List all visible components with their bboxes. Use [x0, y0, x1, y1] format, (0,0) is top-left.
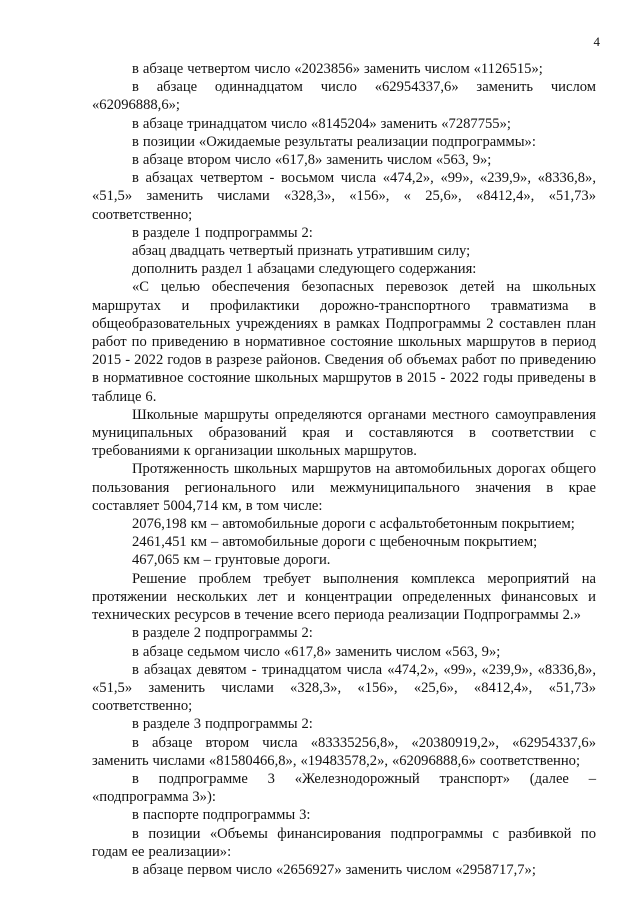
paragraph: в разделе 3 подпрограммы 2: [132, 716, 313, 733]
paragraph: в разделе 2 подпрограммы 2: [132, 625, 313, 642]
paragraph: Школьные маршруты определяются органами местного самоуправления муниципальных образований края и составляются в соответствии с требованиями к организации школьных маршрутов. [92, 406, 596, 460]
paragraph: Протяженность школьных маршрутов на автомобильных дорогах общего пользования регионального или межмуниципального значения в крае составляет 5004,714 км, в том числе: [92, 461, 596, 514]
paragraph: в абзаце седьмом число «617,8» заменить числом «563, 9»; [132, 643, 501, 660]
paragraph: в подпрограмме 3 «Железнодорожный транспорт» (далее – «подпрограмма 3»): [92, 770, 596, 806]
paragraph: «С целью обеспечения безопасных перевозок детей на школьных маршрутах и профилактики дорожно-транспортного травматизма в общеобразовательных учреждениях в рамках Подпрограммы 2 составлен план работ по приведению в нормативное состояние школьных маршрутов в период 2015 - 2022 годов в разрезе районов. Сведения об объемах работ по приведению в нормативное состояние школьных маршрутов в 2015 - 2022 годы приведены в таблице 6. [92, 279, 596, 405]
paragraph: Решение проблем требует выполнения комплекса мероприятий на протяжении нескольких лет и концентрации определенных финансовых и технических ресурсов в течение всего периода реализации Подпрограммы 2.» [92, 570, 596, 624]
paragraph: 2461,451 км – автомобильные дороги с щебеночным покрытием; [132, 534, 538, 551]
paragraph: дополнить раздел 1 абзацами следующего содержания: [132, 261, 477, 278]
paragraph: в абзаце четвертом число «2023856» заменить числом «1126515»; [132, 61, 543, 77]
paragraph: в абзацах девятом - тринадцатом числа «474,2», «99», «239,9», «8336,8», «51,5» заменить числами «328,3», «156», «25,6», «8412,4», «51,73» соответственно; [92, 661, 596, 715]
paragraph: 2076,198 км – автомобильные дороги с асфальтобетонным покрытием; [132, 516, 575, 533]
paragraph: в паспорте подпрограммы 3: [132, 807, 311, 824]
paragraph: в абзацах четвертом - восьмом числа «474,2», «99», «239,9», «8336,8», «51,5» заменить числами «328,3», «156», « 25,6», «8412,4», «51,73» соответственно; [92, 170, 596, 223]
paragraph: в абзаце втором число «617,8» заменить числом «563, 9»; [132, 152, 492, 169]
paragraph: в абзаце втором числа «83335256,8», «20380919,2», «62954337,6» заменить числами «81580466,8», «19483578,2», «62096888,6» соответственно; [92, 734, 596, 769]
paragraph: в разделе 1 подпрограммы 2: [132, 224, 313, 241]
paragraph: в позиции «Объемы финансирования подпрограммы с разбивкой по годам ее реализации»: [92, 825, 596, 860]
paragraph: в абзаце первом число «2656927» заменить числом «2958717,7»; [132, 861, 536, 878]
paragraph: в абзаце одиннадцатом число «62954337,6» заменить числом «62096888,6»; [92, 79, 596, 114]
paragraph: 467,065 км – грунтовые дороги. [132, 552, 331, 569]
document-body [92, 60, 596, 879]
paragraph: абзац двадцать четвертый признать утратившим силу; [132, 243, 471, 260]
page-number: 4 [593, 34, 600, 49]
paragraph: в абзаце тринадцатом число «8145204» заменить «7287755»; [132, 115, 511, 132]
paragraph: в позиции «Ожидаемые результаты реализации подпрограммы»: [132, 133, 536, 150]
